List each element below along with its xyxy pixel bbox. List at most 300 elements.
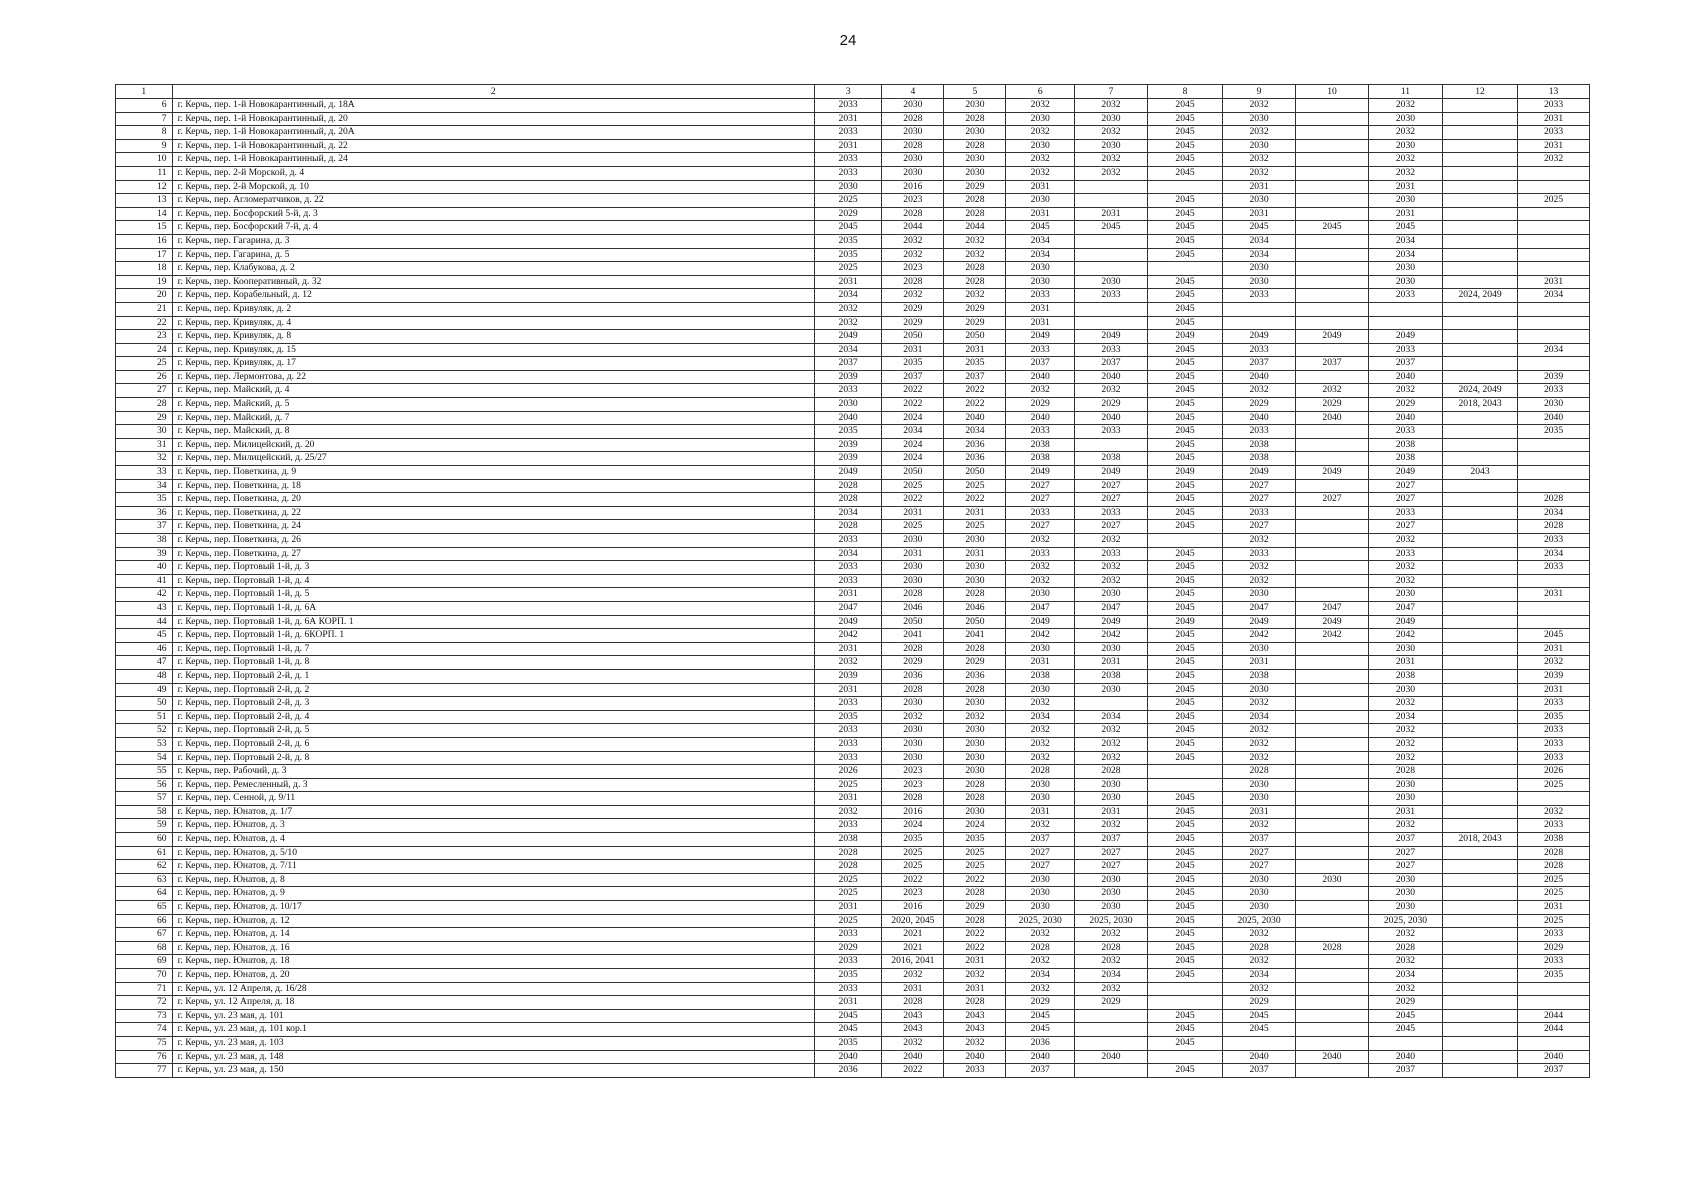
year-cell-col-6: 2038	[1006, 438, 1075, 452]
year-cell-col-13: 2033	[1518, 384, 1590, 398]
year-cell-col-5: 2025	[944, 860, 1006, 874]
year-cell-col-5: 2046	[944, 601, 1006, 615]
year-cell-col-8: 2045	[1147, 194, 1222, 208]
year-cell-col-8: 2045	[1147, 289, 1222, 303]
year-cell-col-7: 2030	[1075, 275, 1148, 289]
year-cell-col-13	[1518, 234, 1590, 248]
year-cell-col-7: 2030	[1075, 778, 1148, 792]
year-cell-col-6: 2033	[1006, 506, 1075, 520]
year-cell-col-3: 2049	[814, 466, 881, 480]
table-row	[116, 887, 1590, 901]
year-cell-col-3: 2037	[814, 357, 881, 371]
year-cell-col-11: 2033	[1368, 425, 1442, 439]
address-cell: г. Керчь, пер. Гагарина, д. 5	[172, 248, 814, 262]
year-cell-col-10	[1296, 452, 1369, 466]
row-number-cell: 64	[116, 887, 173, 901]
address-cell: г. Керчь, пер. 1-й Новокарантинный, д. 22	[172, 139, 814, 153]
year-cell-col-6: 2032	[1006, 153, 1075, 167]
year-cell-col-4: 2023	[882, 778, 944, 792]
year-cell-col-5: 2031	[944, 955, 1006, 969]
year-cell-col-10	[1296, 765, 1369, 779]
row-number-cell: 29	[116, 411, 173, 425]
table-row	[116, 792, 1590, 806]
row-number-cell: 30	[116, 425, 173, 439]
year-cell-col-13	[1518, 262, 1590, 276]
year-cell-col-3: 2034	[814, 506, 881, 520]
year-cell-col-10	[1296, 642, 1369, 656]
year-cell-col-8: 2045	[1147, 343, 1222, 357]
year-cell-col-13: 2034	[1518, 289, 1590, 303]
page-number: 24	[839, 32, 857, 49]
year-cell-col-7: 2032	[1075, 955, 1148, 969]
year-cell-col-9: 2038	[1223, 438, 1296, 452]
year-cell-col-4: 2030	[882, 561, 944, 575]
table-row	[116, 262, 1590, 276]
year-cell-col-13: 2028	[1518, 846, 1590, 860]
year-cell-col-9: 2027	[1223, 520, 1296, 534]
year-cell-col-10: 2037	[1296, 357, 1369, 371]
year-cell-col-10	[1296, 180, 1369, 194]
year-cell-col-4: 2031	[882, 982, 944, 996]
year-cell-col-11: 2032	[1368, 819, 1442, 833]
year-cell-col-6: 2030	[1006, 901, 1075, 915]
year-cell-col-11: 2037	[1368, 833, 1442, 847]
year-cell-col-10	[1296, 343, 1369, 357]
year-cell-col-4: 2022	[882, 398, 944, 412]
year-cell-col-9: 2031	[1223, 180, 1296, 194]
year-cell-col-6: 2034	[1006, 234, 1075, 248]
year-cell-col-3: 2028	[814, 846, 881, 860]
table-row	[116, 99, 1590, 113]
address-cell: г. Керчь, пер. Юнатов, д. 7/11	[172, 860, 814, 874]
year-cell-col-12	[1442, 901, 1517, 915]
year-cell-col-11: 2032	[1368, 99, 1442, 113]
year-cell-col-10	[1296, 914, 1369, 928]
row-number-cell: 35	[116, 493, 173, 507]
year-cell-col-6: 2027	[1006, 860, 1075, 874]
year-cell-col-12	[1442, 166, 1517, 180]
column-header-7: 7	[1075, 85, 1148, 99]
year-cell-col-3: 2033	[814, 928, 881, 942]
year-cell-col-12	[1442, 615, 1517, 629]
year-cell-col-3: 2035	[814, 248, 881, 262]
year-cell-col-5: 2024	[944, 819, 1006, 833]
address-cell: г. Керчь, пер. 1-й Новокарантинный, д. 24	[172, 153, 814, 167]
year-cell-col-8: 2045	[1147, 724, 1222, 738]
year-cell-col-11	[1368, 302, 1442, 316]
address-cell: г. Керчь, пер. Портовый 1-й, д. 3	[172, 561, 814, 575]
year-cell-col-9	[1223, 316, 1296, 330]
address-cell: г. Керчь, пер. Портовый 1-й, д. 6КОРП. 1	[172, 629, 814, 643]
year-cell-col-13: 2034	[1518, 506, 1590, 520]
address-cell: г. Керчь, пер. Майский, д. 8	[172, 425, 814, 439]
row-number-cell: 50	[116, 697, 173, 711]
year-cell-col-9: 2047	[1223, 601, 1296, 615]
year-cell-col-4: 2025	[882, 846, 944, 860]
year-cell-col-4: 2046	[882, 601, 944, 615]
year-cell-col-8	[1147, 765, 1222, 779]
year-cell-col-8: 2045	[1147, 860, 1222, 874]
address-cell: г. Керчь, пер. Босфорский 7-й, д. 4	[172, 221, 814, 235]
year-cell-col-3: 2033	[814, 574, 881, 588]
year-cell-col-4: 2035	[882, 833, 944, 847]
row-number-cell: 18	[116, 262, 173, 276]
year-cell-col-13: 2033	[1518, 724, 1590, 738]
year-cell-col-8: 2045	[1147, 914, 1222, 928]
table-row	[116, 357, 1590, 371]
year-cell-col-7: 2027	[1075, 520, 1148, 534]
year-cell-col-13	[1518, 574, 1590, 588]
year-cell-col-10	[1296, 207, 1369, 221]
year-cell-col-11: 2030	[1368, 112, 1442, 126]
year-cell-col-3: 2033	[814, 126, 881, 140]
table-row	[116, 574, 1590, 588]
year-cell-col-5: 2032	[944, 969, 1006, 983]
year-cell-col-13	[1518, 982, 1590, 996]
year-cell-col-5: 2040	[944, 411, 1006, 425]
year-cell-col-7	[1075, 180, 1148, 194]
year-cell-col-4: 2016	[882, 805, 944, 819]
year-cell-col-3: 2034	[814, 343, 881, 357]
year-cell-col-6: 2049	[1006, 615, 1075, 629]
year-cell-col-4: 2032	[882, 1036, 944, 1050]
year-cell-col-3: 2033	[814, 955, 881, 969]
year-cell-col-12	[1442, 1064, 1517, 1078]
year-cell-col-5: 2030	[944, 765, 1006, 779]
year-cell-col-7: 2032	[1075, 99, 1148, 113]
year-cell-col-5: 2028	[944, 262, 1006, 276]
year-cell-col-5: 2031	[944, 982, 1006, 996]
address-cell: г. Керчь, пер. Кривуляк, д. 17	[172, 357, 814, 371]
year-cell-col-10	[1296, 805, 1369, 819]
year-cell-col-5: 2030	[944, 737, 1006, 751]
year-cell-col-7: 2040	[1075, 411, 1148, 425]
year-cell-col-11: 2030	[1368, 139, 1442, 153]
address-cell: г. Керчь, пер. 2-й Морской, д. 10	[172, 180, 814, 194]
year-cell-col-3: 2031	[814, 792, 881, 806]
year-cell-col-9: 2030	[1223, 792, 1296, 806]
table-row	[116, 724, 1590, 738]
address-cell: г. Керчь, ул. 12 Апреля, д. 18	[172, 996, 814, 1010]
year-cell-col-5: 2041	[944, 629, 1006, 643]
year-cell-col-8: 2045	[1147, 928, 1222, 942]
year-cell-col-12	[1442, 710, 1517, 724]
year-cell-col-6: 2033	[1006, 547, 1075, 561]
year-cell-col-3: 2033	[814, 166, 881, 180]
year-cell-col-13: 2025	[1518, 914, 1590, 928]
year-cell-col-6: 2033	[1006, 343, 1075, 357]
year-cell-col-10	[1296, 112, 1369, 126]
address-cell: г. Керчь, пер. Милицейский, д. 25/27	[172, 452, 814, 466]
table-row	[116, 833, 1590, 847]
year-cell-col-7: 2034	[1075, 710, 1148, 724]
year-cell-col-12	[1442, 1050, 1517, 1064]
year-cell-col-5: 2030	[944, 126, 1006, 140]
table-row	[116, 452, 1590, 466]
table-row	[116, 248, 1590, 262]
row-number-cell: 13	[116, 194, 173, 208]
year-cell-col-13	[1518, 466, 1590, 480]
year-cell-col-13: 2033	[1518, 99, 1590, 113]
year-cell-col-12	[1442, 941, 1517, 955]
year-cell-col-11: 2030	[1368, 683, 1442, 697]
year-cell-col-3: 2031	[814, 139, 881, 153]
column-header-11: 11	[1368, 85, 1442, 99]
year-cell-col-7: 2040	[1075, 370, 1148, 384]
year-cell-col-4: 2050	[882, 615, 944, 629]
year-cell-col-10	[1296, 928, 1369, 942]
year-cell-col-3: 2031	[814, 901, 881, 915]
year-cell-col-10	[1296, 547, 1369, 561]
table-row	[116, 166, 1590, 180]
year-cell-col-3: 2032	[814, 302, 881, 316]
year-cell-col-12: 2024, 2049	[1442, 384, 1517, 398]
table-row	[116, 534, 1590, 548]
year-cell-col-10: 2049	[1296, 466, 1369, 480]
year-cell-col-5: 2030	[944, 751, 1006, 765]
year-cell-col-4: 2025	[882, 860, 944, 874]
year-cell-col-3: 2047	[814, 601, 881, 615]
year-cell-col-12	[1442, 370, 1517, 384]
year-cell-col-10	[1296, 262, 1369, 276]
address-cell: г. Керчь, ул. 23 мая, д. 101	[172, 1009, 814, 1023]
year-cell-col-7	[1075, 316, 1148, 330]
year-cell-col-12	[1442, 302, 1517, 316]
year-cell-col-12	[1442, 275, 1517, 289]
year-cell-col-12	[1442, 669, 1517, 683]
year-cell-col-4: 2016	[882, 901, 944, 915]
year-cell-col-5: 2032	[944, 289, 1006, 303]
year-cell-col-3: 2045	[814, 221, 881, 235]
row-number-cell: 27	[116, 384, 173, 398]
year-cell-col-4: 2030	[882, 737, 944, 751]
address-cell: г. Керчь, пер. Кривуляк, д. 4	[172, 316, 814, 330]
year-cell-col-7: 2032	[1075, 819, 1148, 833]
year-cell-col-7: 2030	[1075, 139, 1148, 153]
year-cell-col-7: 2045	[1075, 221, 1148, 235]
year-cell-col-11: 2027	[1368, 493, 1442, 507]
year-cell-col-7	[1075, 302, 1148, 316]
year-cell-col-6: 2027	[1006, 479, 1075, 493]
year-cell-col-6: 2032	[1006, 561, 1075, 575]
year-cell-col-8: 2045	[1147, 506, 1222, 520]
year-cell-col-6: 2031	[1006, 805, 1075, 819]
row-number-cell: 76	[116, 1050, 173, 1064]
year-cell-col-8: 2045	[1147, 683, 1222, 697]
year-cell-col-12	[1442, 860, 1517, 874]
address-cell: г. Керчь, пер. Рабочий, д. 3	[172, 765, 814, 779]
row-number-cell: 11	[116, 166, 173, 180]
year-cell-col-9: 2032	[1223, 982, 1296, 996]
year-cell-col-10	[1296, 289, 1369, 303]
address-cell: г. Керчь, пер. 1-й Новокарантинный, д. 20А	[172, 126, 814, 140]
row-number-cell: 71	[116, 982, 173, 996]
year-cell-col-10	[1296, 234, 1369, 248]
year-cell-col-13	[1518, 221, 1590, 235]
year-cell-col-12	[1442, 438, 1517, 452]
year-cell-col-9: 2031	[1223, 805, 1296, 819]
year-cell-col-6: 2032	[1006, 751, 1075, 765]
year-cell-col-3: 2029	[814, 207, 881, 221]
year-cell-col-11: 2034	[1368, 248, 1442, 262]
row-number-cell: 53	[116, 737, 173, 751]
year-cell-col-5: 2036	[944, 438, 1006, 452]
year-cell-col-8: 2045	[1147, 357, 1222, 371]
year-cell-col-13: 2025	[1518, 194, 1590, 208]
year-cell-col-12	[1442, 425, 1517, 439]
year-cell-col-8: 2045	[1147, 384, 1222, 398]
year-cell-col-8: 2045	[1147, 601, 1222, 615]
year-cell-col-13: 2044	[1518, 1023, 1590, 1037]
address-cell: г. Керчь, пер. Портовый 2-й, д. 5	[172, 724, 814, 738]
year-cell-col-6: 2034	[1006, 248, 1075, 262]
year-cell-col-9: 2037	[1223, 357, 1296, 371]
year-cell-col-11: 2030	[1368, 887, 1442, 901]
year-cell-col-7: 2049	[1075, 615, 1148, 629]
year-cell-col-5: 2030	[944, 166, 1006, 180]
year-cell-col-12	[1442, 262, 1517, 276]
year-cell-col-7: 2033	[1075, 343, 1148, 357]
year-cell-col-13: 2033	[1518, 737, 1590, 751]
row-number-cell: 14	[116, 207, 173, 221]
year-cell-col-13	[1518, 166, 1590, 180]
year-cell-col-3: 2040	[814, 411, 881, 425]
year-cell-col-10	[1296, 683, 1369, 697]
row-number-cell: 8	[116, 126, 173, 140]
year-cell-col-5: 2050	[944, 330, 1006, 344]
row-number-cell: 62	[116, 860, 173, 874]
year-cell-col-8: 2045	[1147, 710, 1222, 724]
table-row	[116, 629, 1590, 643]
row-number-cell: 22	[116, 316, 173, 330]
year-cell-col-11: 2032	[1368, 534, 1442, 548]
year-cell-col-10: 2049	[1296, 330, 1369, 344]
row-number-cell: 70	[116, 969, 173, 983]
year-cell-col-7: 2030	[1075, 683, 1148, 697]
year-cell-col-12	[1442, 1009, 1517, 1023]
year-cell-col-4: 2030	[882, 574, 944, 588]
year-cell-col-6: 2031	[1006, 656, 1075, 670]
year-cell-col-3: 2036	[814, 1064, 881, 1078]
year-cell-col-6: 2037	[1006, 1064, 1075, 1078]
column-header-12: 12	[1442, 85, 1517, 99]
table-row	[116, 588, 1590, 602]
year-cell-col-12	[1442, 234, 1517, 248]
year-cell-col-8: 2045	[1147, 751, 1222, 765]
year-cell-col-7: 2042	[1075, 629, 1148, 643]
year-cell-col-12	[1442, 724, 1517, 738]
year-cell-col-4: 2034	[882, 425, 944, 439]
year-cell-col-6: 2032	[1006, 384, 1075, 398]
year-cell-col-3: 2032	[814, 656, 881, 670]
year-cell-col-9: 2032	[1223, 574, 1296, 588]
year-cell-col-13: 2029	[1518, 941, 1590, 955]
year-cell-col-12	[1442, 574, 1517, 588]
year-cell-col-9: 2042	[1223, 629, 1296, 643]
row-number-cell: 15	[116, 221, 173, 235]
year-cell-col-8: 2045	[1147, 873, 1222, 887]
year-cell-col-4: 2028	[882, 139, 944, 153]
row-number-cell: 58	[116, 805, 173, 819]
year-cell-col-11: 2032	[1368, 153, 1442, 167]
row-number-cell: 26	[116, 370, 173, 384]
year-cell-col-6: 2030	[1006, 792, 1075, 806]
year-cell-col-4: 2016	[882, 180, 944, 194]
row-number-cell: 51	[116, 710, 173, 724]
table-body	[116, 99, 1590, 1078]
row-number-cell: 47	[116, 656, 173, 670]
row-number-cell: 75	[116, 1036, 173, 1050]
year-cell-col-8: 2045	[1147, 1009, 1222, 1023]
year-cell-col-11: 2033	[1368, 289, 1442, 303]
row-number-cell: 66	[116, 914, 173, 928]
year-cell-col-13: 2037	[1518, 1064, 1590, 1078]
year-cell-col-4: 2016, 2041	[882, 955, 944, 969]
year-cell-col-3: 2039	[814, 438, 881, 452]
year-cell-col-5: 2040	[944, 1050, 1006, 1064]
year-cell-col-7: 2032	[1075, 166, 1148, 180]
year-cell-col-9: 2030	[1223, 112, 1296, 126]
year-cell-col-6: 2031	[1006, 180, 1075, 194]
year-cell-col-4: 2030	[882, 534, 944, 548]
year-cell-col-5: 2025	[944, 520, 1006, 534]
year-cell-col-6: 2030	[1006, 139, 1075, 153]
table-row	[116, 914, 1590, 928]
year-cell-col-4: 2032	[882, 969, 944, 983]
year-cell-col-3: 2033	[814, 99, 881, 113]
year-cell-col-4: 2024	[882, 438, 944, 452]
address-cell: г. Керчь, пер. Юнатов, д. 14	[172, 928, 814, 942]
address-cell: г. Керчь, пер. 1-й Новокарантинный, д. 18А	[172, 99, 814, 113]
year-cell-col-4: 2028	[882, 683, 944, 697]
year-cell-col-8: 2045	[1147, 737, 1222, 751]
year-cell-col-7: 2049	[1075, 466, 1148, 480]
year-cell-col-5: 2030	[944, 99, 1006, 113]
year-cell-col-5: 2028	[944, 194, 1006, 208]
year-cell-col-9	[1223, 302, 1296, 316]
year-cell-col-10	[1296, 656, 1369, 670]
year-cell-col-9: 2027	[1223, 860, 1296, 874]
year-cell-col-12: 2018, 2043	[1442, 398, 1517, 412]
year-cell-col-4: 2030	[882, 166, 944, 180]
row-number-cell: 72	[116, 996, 173, 1010]
row-number-cell: 67	[116, 928, 173, 942]
year-cell-col-7: 2027	[1075, 846, 1148, 860]
year-cell-col-3: 2028	[814, 860, 881, 874]
year-cell-col-5: 2036	[944, 669, 1006, 683]
year-cell-col-5: 2031	[944, 343, 1006, 357]
year-cell-col-5: 2050	[944, 615, 1006, 629]
year-cell-col-9: 2037	[1223, 833, 1296, 847]
address-cell: г. Керчь, пер. Портовый 2-й, д. 6	[172, 737, 814, 751]
address-cell: г. Керчь, пер. Юнатов, д. 12	[172, 914, 814, 928]
year-cell-col-3: 2049	[814, 615, 881, 629]
table-row	[116, 805, 1590, 819]
table-row	[116, 778, 1590, 792]
year-cell-col-13	[1518, 1036, 1590, 1050]
year-cell-col-3: 2040	[814, 1050, 881, 1064]
row-number-cell: 77	[116, 1064, 173, 1078]
year-cell-col-6: 2030	[1006, 873, 1075, 887]
year-cell-col-8: 2045	[1147, 805, 1222, 819]
column-header-6: 6	[1006, 85, 1075, 99]
year-cell-col-10: 2040	[1296, 411, 1369, 425]
year-cell-col-11: 2030	[1368, 873, 1442, 887]
year-cell-col-4: 2022	[882, 493, 944, 507]
year-cell-col-10	[1296, 969, 1369, 983]
year-cell-col-6: 2040	[1006, 411, 1075, 425]
year-cell-col-13: 2035	[1518, 969, 1590, 983]
